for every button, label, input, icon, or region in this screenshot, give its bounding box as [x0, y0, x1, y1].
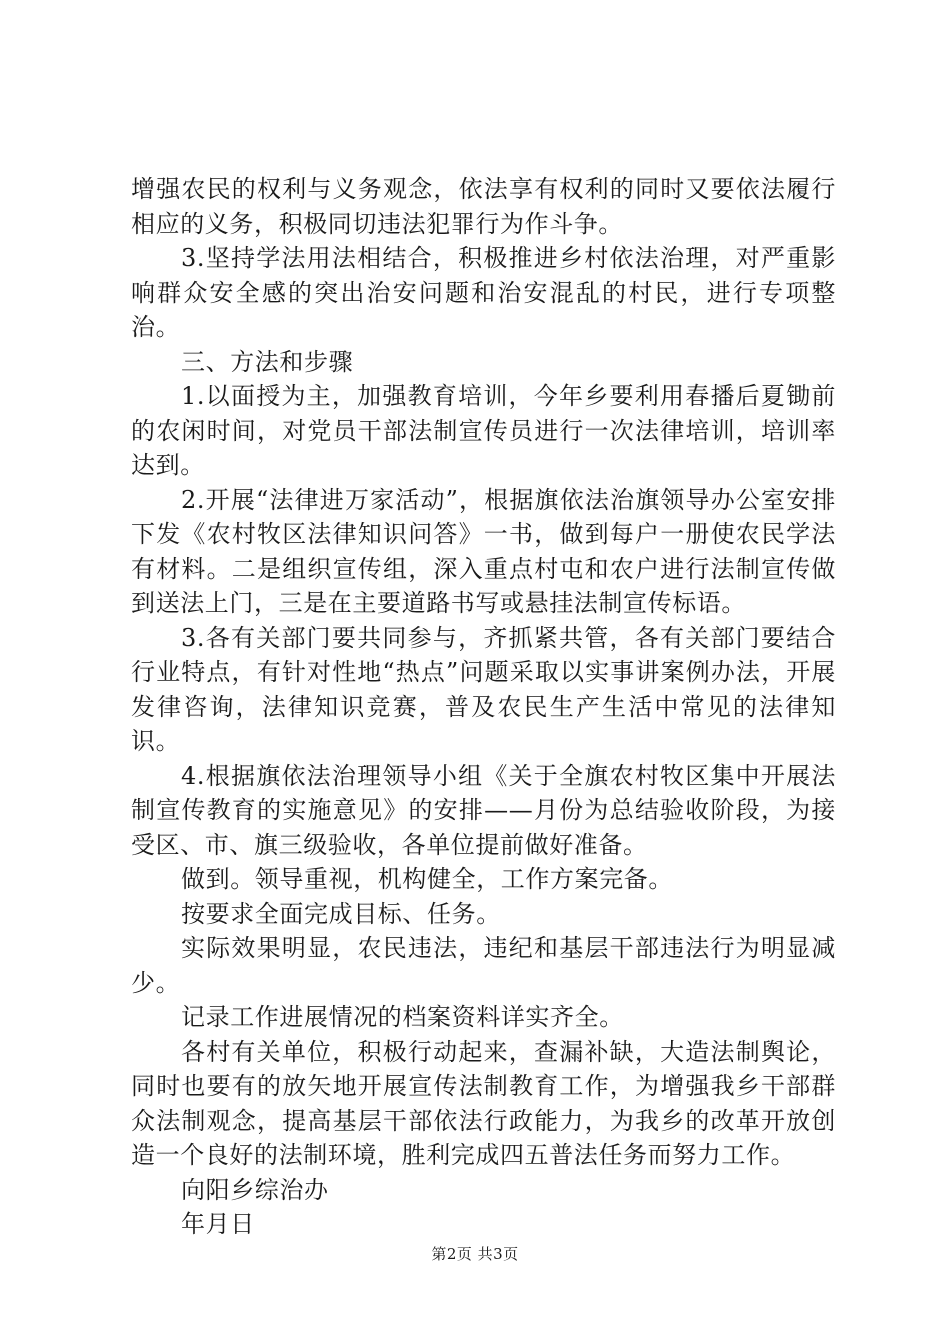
paragraph-item-3-governance: 3.坚持学法用法相结合，积极推进乡村依法治理，对严重影响群众安全感的突出治安问题和治安混乱的村民，进行专项整治。: [131, 244, 836, 341]
section-heading-methods: 三、方法和步骤: [181, 347, 354, 376]
paragraph-step-3-departments: 3.各有关部门要共同参与，齐抓紧共管，各有关部门要结合行业特点，有针对性地“热点”问题采取以实事讲案例办法，开展发律咨询，法律知识竞赛，普及农民生产生活中常见的法律知识。: [131, 623, 836, 755]
page-number: 第2页 共3页: [431, 1245, 519, 1263]
signature-office: 向阳乡综治办: [181, 1175, 329, 1204]
document-body: [131, 172, 836, 1242]
paragraph-rights-duties: 增强农民的权利与义务观念，依法享有权利的同时又要依法履行相应的义务，积极同切违法犯罪行为作斗争。: [131, 175, 836, 238]
paragraph-step-1-training: 1.以面授为主，加强教育培训，今年乡要利用春播后夏锄前的农闲时间，对党员干部法制宣传员进行一次法律培训，培训率达到。: [131, 382, 836, 479]
paragraph-targets: 按要求全面完成目标、任务。: [181, 899, 501, 928]
paragraph-step-4-acceptance: 4.根据旗依法治理领导小组《关于全旗农村牧区集中开展法制宣传教育的实施意见》的安排——月份为总结验收阶段，为接受区、市、旗三级验收，各单位提前做好准备。: [131, 761, 836, 859]
paragraph-effects: 实际效果明显，农民违法，违纪和基层干部违法行为明显减少。: [131, 934, 836, 997]
paragraph-leadership: 做到。领导重视，机构健全，工作方案完备。: [181, 865, 673, 893]
paragraph-records: 记录工作进展情况的档案资料详实齐全。: [181, 1003, 624, 1031]
signature-date: 年月日: [181, 1210, 255, 1238]
paragraph-closing: 各村有关单位，积极行动起来，查漏补缺，大造法制舆论，同时也要有的放矢地开展宣传法制教育工作，为增强我乡干部群众法制观念，提高基层干部依法行政能力，为我乡的改革开放创造一个良好的法制环境，胜利完成四五普法任务而努力工作。: [131, 1037, 836, 1169]
paragraph-step-2-law-campaign: 2.开展“法律进万家活动”，根据旗依法治旗领导办公室安排下发《农村牧区法律知识问答》一书，做到每户一册使农民学法有材料。二是组织宣传组，深入重点村屯和农户进行法制宣传做到送法上门，三是在主要道路书写或悬挂法制宣传标语。: [131, 485, 836, 617]
